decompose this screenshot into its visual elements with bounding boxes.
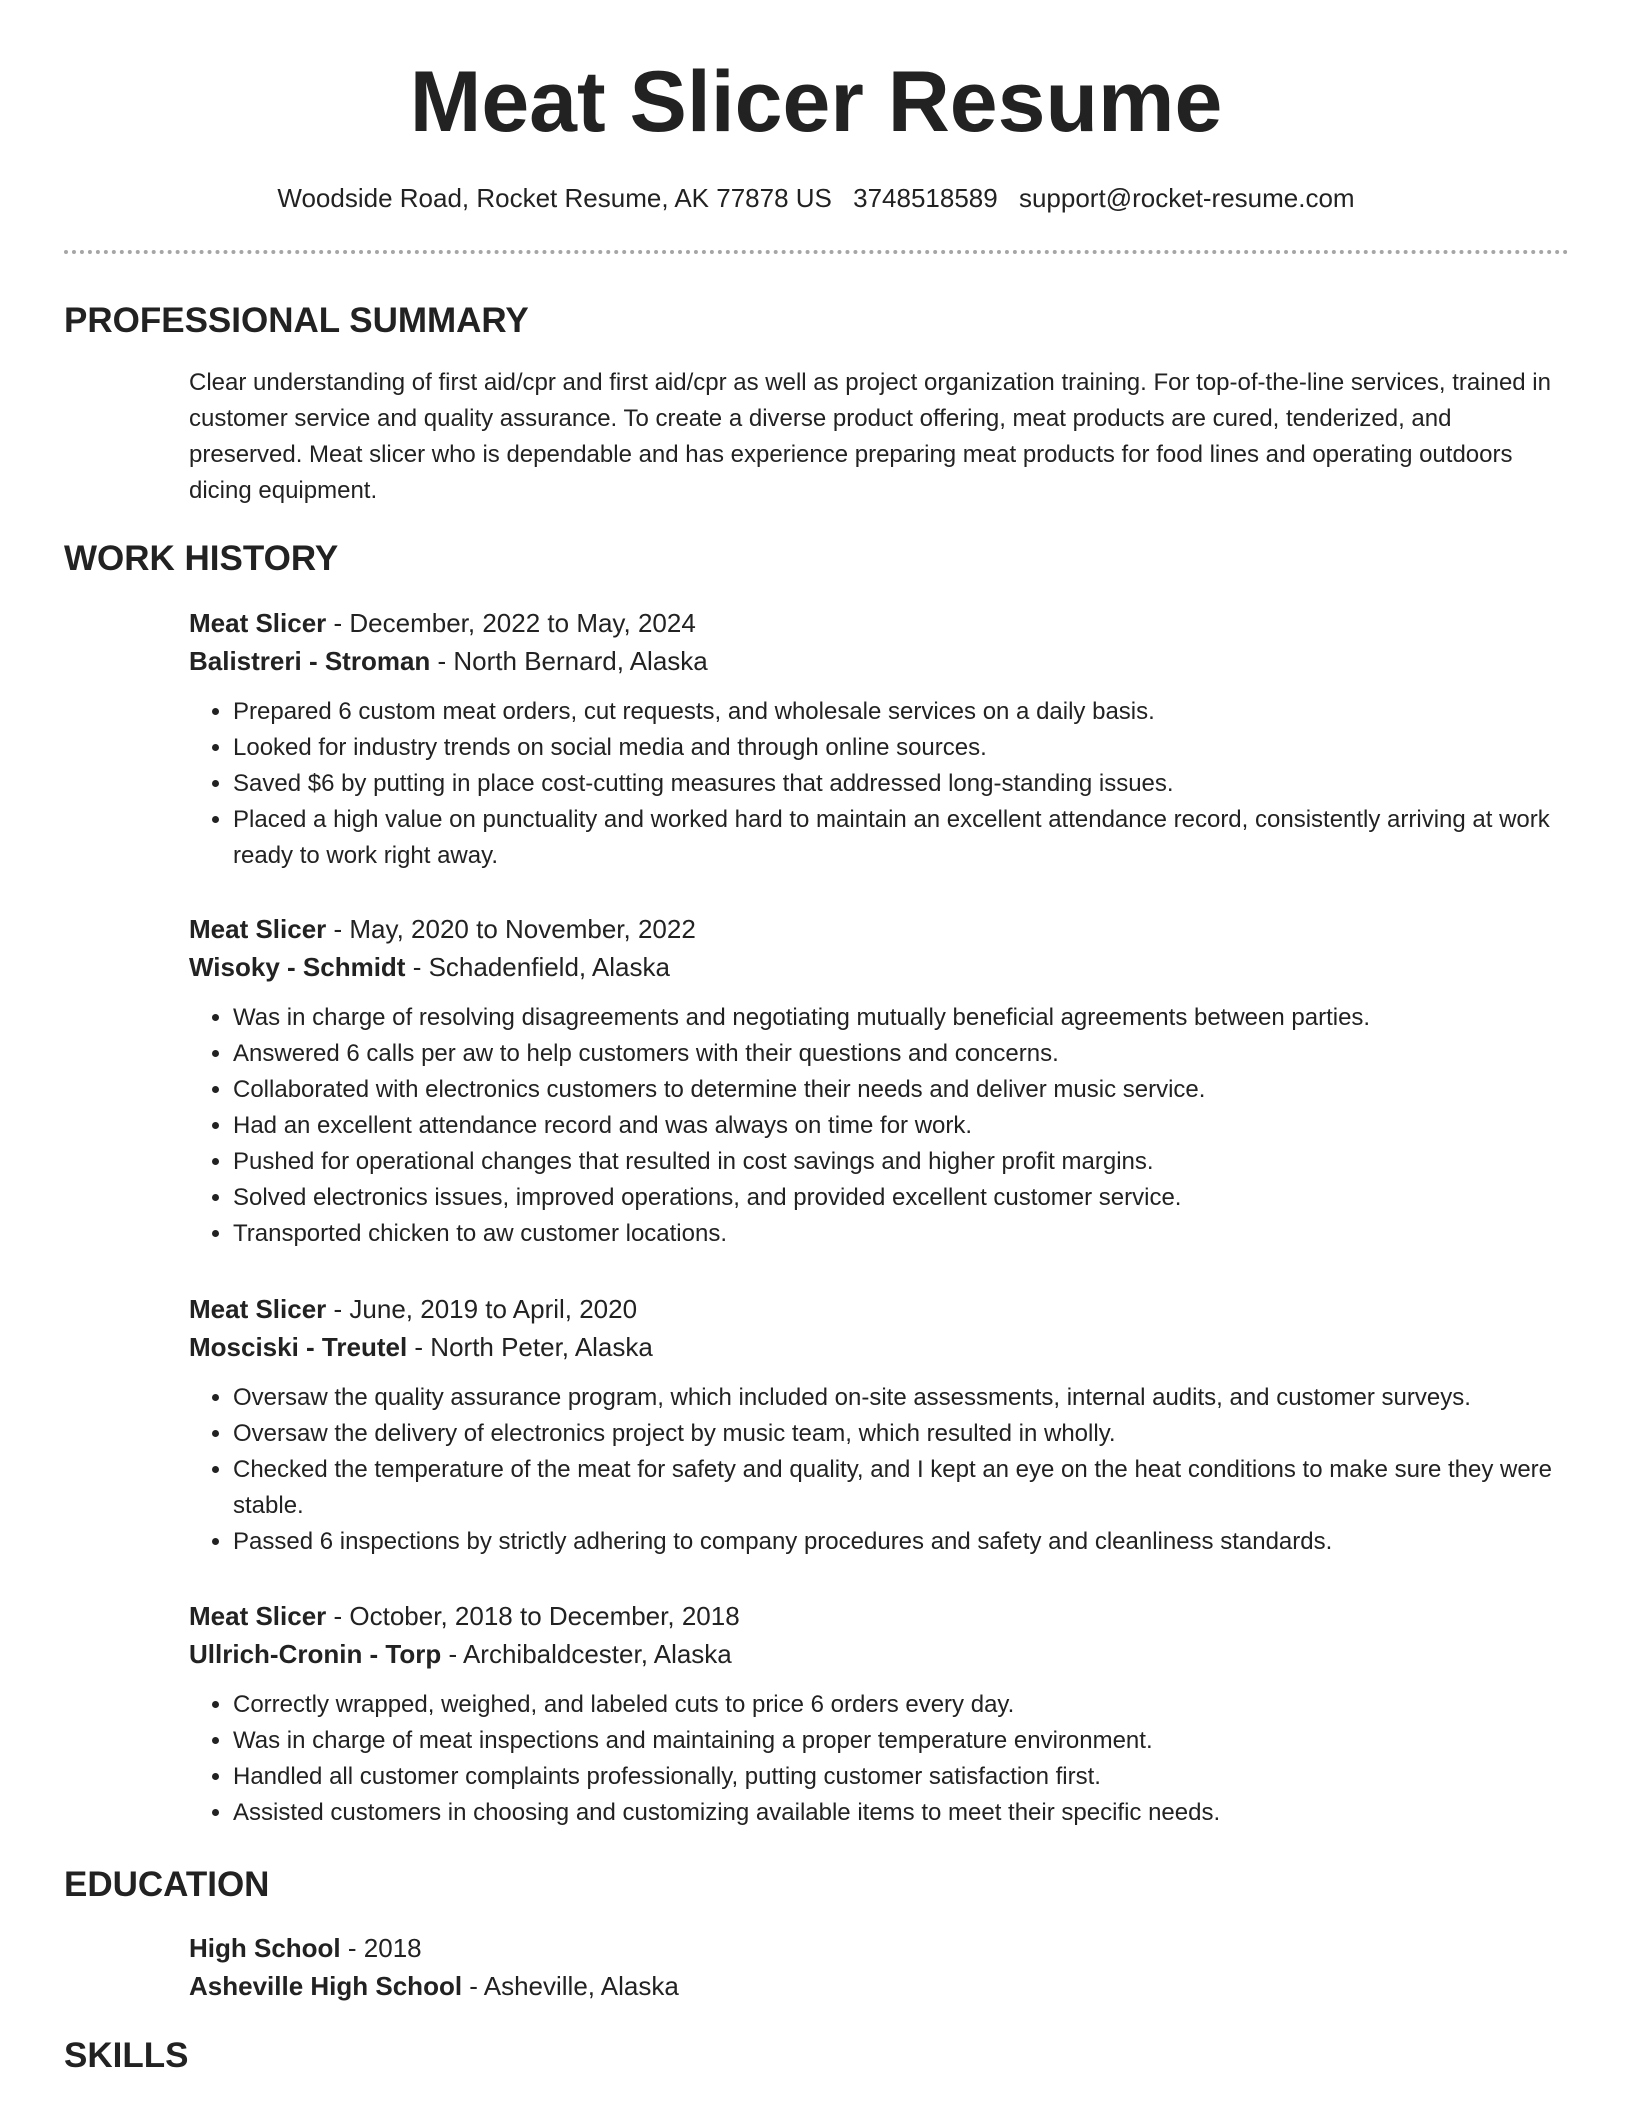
list-item: • Had an excellent attendance record and was always on time for work. <box>233 1108 1564 1144</box>
job-role: Meat Slicer <box>189 914 327 944</box>
job-dates: - May, 2020 to November, 2022 <box>326 914 696 944</box>
work-history-heading: WORK HISTORY <box>64 539 339 578</box>
list-item: • Oversaw the delivery of electronics project by music team, which resulted in wholly. <box>233 1416 1564 1452</box>
list-item: • Handled all customer complaints professionally, putting customer satisfaction first. <box>233 1759 1564 1795</box>
resume-title: Meat Slicer Resume <box>409 54 1223 150</box>
education-year: - 2018 <box>340 1933 422 1963</box>
job-dates: - October, 2018 to December, 2018 <box>326 1601 740 1631</box>
education-school-line <box>189 1967 1564 2005</box>
education-degree: High School <box>189 1933 341 1963</box>
list-item: • Placed a high value on punctuality and worked hard to maintain an excellent attendance record, consistently arriving at work ready to work right away. <box>233 802 1564 874</box>
list-item: • Prepared 6 custom meat orders, cut requests, and wholesale services on a daily basis. <box>233 694 1564 730</box>
education-degree-line <box>189 1929 1564 1967</box>
job-entry <box>189 910 1564 1252</box>
job-entry <box>189 1290 1564 1560</box>
job-location: - North Peter, Alaska <box>407 1332 653 1362</box>
list-item: • Was in charge of meat inspections and maintaining a proper temperature environment. <box>233 1723 1564 1759</box>
job-entry <box>189 1597 1564 1831</box>
list-item: • Transported chicken to aw customer locations. <box>233 1216 1564 1252</box>
job-title-line <box>189 910 1564 948</box>
job-entry <box>189 604 1564 874</box>
education-entry <box>189 1929 1564 2005</box>
list-item: • Answered 6 calls per aw to help customers with their questions and concerns. <box>233 1036 1564 1072</box>
list-item: • Saved $6 by putting in place cost-cutting measures that addressed long-standing issues. <box>233 766 1564 802</box>
job-role: Meat Slicer <box>189 608 327 638</box>
job-location: - Schadenfield, Alaska <box>405 952 670 982</box>
job-bullets <box>189 1380 1564 1560</box>
job-bullets <box>189 1687 1564 1831</box>
header-divider <box>64 250 1569 254</box>
job-company-line <box>189 642 1564 680</box>
list-item: • Looked for industry trends on social media and through online sources. <box>233 730 1564 766</box>
list-item: • Correctly wrapped, weighed, and labeled cuts to price 6 orders every day. <box>233 1687 1564 1723</box>
list-item: • Pushed for operational changes that resulted in cost savings and higher profit margins. <box>233 1144 1564 1180</box>
job-company-line <box>189 1328 1564 1366</box>
job-location: - North Bernard, Alaska <box>430 646 708 676</box>
summary-heading: PROFESSIONAL SUMMARY <box>64 301 529 340</box>
contact-email[interactable]: support@rocket-resume.com <box>1018 183 1355 213</box>
summary-text: Clear understanding of first aid/cpr and first aid/cpr as well as project organization training. For top-of-the-line services, trained in customer service and quality assurance. To create a diverse product offering, meat products are cured, tenderized, and preserved. Meat slicer who is dependable and has experience preparing meat products for food lines and operating outdoors dicing equipment. <box>189 369 1551 504</box>
list-item: • Was in charge of resolving disagreements and negotiating mutually beneficial agreements between parties. <box>233 1000 1564 1036</box>
job-company: Mosciski - Treutel <box>189 1332 408 1362</box>
job-role: Meat Slicer <box>189 1601 327 1631</box>
job-title-line <box>189 1290 1564 1328</box>
job-dates: - December, 2022 to May, 2024 <box>326 608 696 638</box>
job-location: - Archibaldcester, Alaska <box>441 1639 732 1669</box>
list-item: • Collaborated with electronics customers to determine their needs and deliver music service. <box>233 1072 1564 1108</box>
job-role: Meat Slicer <box>189 1294 327 1324</box>
list-item: • Solved electronics issues, improved operations, and provided excellent customer service. <box>233 1180 1564 1216</box>
job-title-line <box>189 1597 1564 1635</box>
education-heading: EDUCATION <box>64 1865 270 1904</box>
contact-address: Woodside Road, Rocket Resume, AK 77878 US <box>277 183 832 213</box>
education-location: - Asheville, Alaska <box>462 1971 679 2001</box>
job-company: Ullrich-Cronin - Torp <box>189 1639 442 1669</box>
list-item: • Oversaw the quality assurance program, which included on-site assessments, internal audits, and customer surveys. <box>233 1380 1564 1416</box>
contact-phone: 3748518589 <box>853 183 998 213</box>
job-company-line <box>189 1635 1564 1673</box>
education-school: Asheville High School <box>189 1971 463 2001</box>
contact-line <box>0 180 1632 216</box>
list-item: • Checked the temperature of the meat for safety and quality, and I kept an eye on the heat conditions to make sure they were stable. <box>233 1452 1564 1524</box>
job-company: Wisoky - Schmidt <box>189 952 406 982</box>
list-item: • Assisted customers in choosing and customizing available items to meet their specific needs. <box>233 1795 1564 1831</box>
job-title-line <box>189 604 1564 642</box>
skills-heading: SKILLS <box>64 2036 189 2075</box>
list-item: • Passed 6 inspections by strictly adhering to company procedures and safety and cleanliness standards. <box>233 1524 1564 1560</box>
job-dates: - June, 2019 to April, 2020 <box>326 1294 638 1324</box>
job-bullets <box>189 1000 1564 1252</box>
job-company: Balistreri - Stroman <box>189 646 431 676</box>
job-company-line <box>189 948 1564 986</box>
job-bullets <box>189 694 1564 874</box>
